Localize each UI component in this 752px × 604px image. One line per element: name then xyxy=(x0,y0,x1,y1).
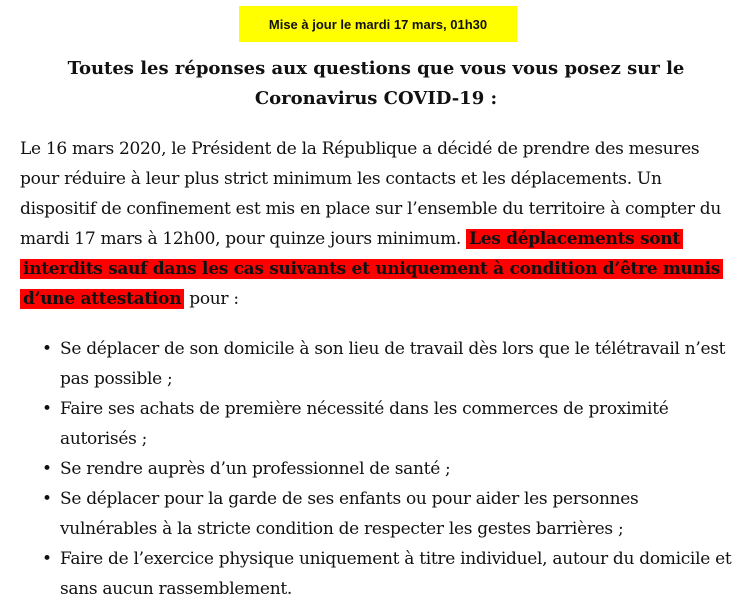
update-banner xyxy=(239,6,517,42)
bullet-icon: • xyxy=(42,489,52,509)
list-item-text: Se déplacer de son domicile à son lieu de travail dès lors que le télétravail n’est pas possible ; xyxy=(60,339,726,389)
bullet-icon: • xyxy=(42,459,52,479)
intro-ending: pour : xyxy=(184,289,239,309)
intro-text: Le 16 mars 2020, le Président de la République a décidé de prendre des mesures pour réduire à leur plus strict minimum les contacts et les déplacements. Un dispositif de confinement est mis en place sur l’ensemble du territoire à compter du mardi 17 mars à 12h00, pour quinze jours minimum. xyxy=(20,139,722,249)
list-item xyxy=(20,334,736,394)
list-item xyxy=(20,394,736,454)
page-headline xyxy=(20,54,732,114)
bullet-icon: • xyxy=(42,549,52,569)
headline-line-2: Coronavirus COVID-19 : xyxy=(254,88,498,109)
update-banner-text: Mise à jour le mardi 17 mars, 01h30 xyxy=(268,16,488,32)
bullet-icon: • xyxy=(42,399,52,419)
list-item-text: Faire de l’exercice physique uniquement à titre individuel, autour du domicile et sans aucun rassemblement. xyxy=(60,549,732,599)
list-item xyxy=(20,544,736,604)
intro-paragraph xyxy=(20,134,736,314)
list-item-text: Se déplacer pour la garde de ses enfants ou pour aider les personnes vulnérables à la stricte condition de respecter les gestes barrières ; xyxy=(60,489,639,539)
allowed-movements-list xyxy=(20,334,736,604)
list-item xyxy=(20,454,736,484)
bullet-icon: • xyxy=(42,339,52,359)
highlighted-restriction: Les déplacements sont interdits sauf dans les cas suivants et uniquement à condition d’être munis d’une attestation xyxy=(20,229,723,309)
list-item-text: Se rendre auprès d’un professionnel de santé ; xyxy=(60,459,451,479)
list-item-text: Faire ses achats de première nécessité dans les commerces de proximité autorisés ; xyxy=(60,399,669,449)
headline-line-1: Toutes les réponses aux questions que vous vous posez sur le xyxy=(67,58,685,79)
list-item xyxy=(20,484,736,544)
